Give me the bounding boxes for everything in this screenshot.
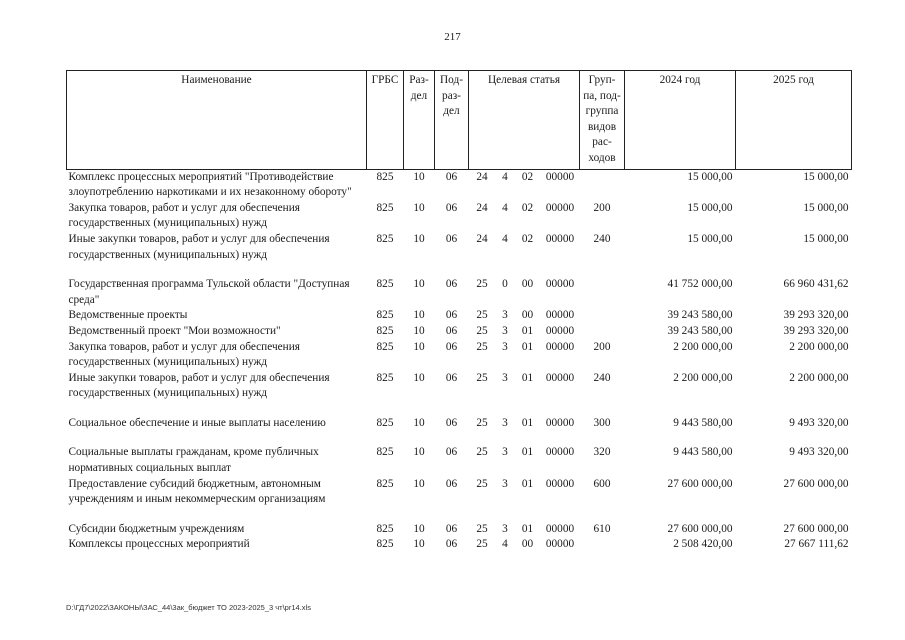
cell-t2: 3 bbox=[502, 371, 508, 384]
budget-table bbox=[66, 70, 852, 553]
cell-t2: 3 bbox=[502, 416, 508, 429]
cell-t1: 25 bbox=[476, 340, 488, 353]
cell-vr bbox=[580, 308, 625, 324]
cell-v2024: 27 600 000,00 bbox=[667, 522, 733, 535]
cell-t3: 01 bbox=[521, 522, 534, 535]
cell-v2024: 41 752 000,00 bbox=[667, 278, 733, 291]
cell-v2025: 15 000,00 bbox=[803, 170, 849, 183]
spacer-cell bbox=[67, 263, 852, 277]
budget-table-sheet bbox=[66, 70, 851, 553]
cell-v2025: 27 600 000,00 bbox=[783, 522, 849, 535]
cell-t3: 02 bbox=[521, 232, 534, 245]
cell-rz: 10 bbox=[413, 278, 425, 291]
cell-t3: 02 bbox=[521, 170, 534, 183]
cell-t1: 24 bbox=[476, 170, 488, 183]
cell-grbs: 825 bbox=[376, 371, 394, 384]
cell-rz: 10 bbox=[413, 309, 425, 322]
cell-rz: 10 bbox=[413, 416, 425, 429]
cell-rz: 10 bbox=[413, 477, 425, 490]
cell-name: Предоставление субсидий бюджетным, автономным учреждениям и иным некоммерческим организациям bbox=[68, 477, 326, 506]
cell-grbs: 825 bbox=[376, 340, 394, 353]
cell-t3: 00 bbox=[521, 309, 534, 322]
cell-v2024: 2 200 000,00 bbox=[673, 340, 733, 353]
table-row bbox=[67, 477, 852, 508]
cell-name: Иные закупки товаров, работ и услуг для обеспечения государственных (муниципальных) нужд bbox=[68, 371, 330, 400]
cell-grbs: 825 bbox=[376, 324, 394, 337]
cell-t4: 00000 bbox=[545, 309, 575, 322]
cell-v2025: 2 200 000,00 bbox=[789, 371, 849, 384]
cell-v2024: 9 443 580,00 bbox=[673, 446, 733, 459]
cell-v2024: 39 243 580,00 bbox=[667, 324, 733, 337]
cell-t1: 25 bbox=[476, 477, 488, 490]
spacer-cell bbox=[67, 402, 852, 416]
table-row bbox=[67, 522, 852, 538]
header-podrazdel: Под- раз- дел bbox=[435, 71, 469, 170]
table-row bbox=[67, 277, 852, 308]
cell-vr: 320 bbox=[593, 446, 611, 459]
cell-v2024: 2 200 000,00 bbox=[673, 371, 733, 384]
cell-t3: 01 bbox=[521, 416, 534, 429]
cell-t4: 00000 bbox=[545, 324, 575, 337]
cell-t1: 25 bbox=[476, 324, 488, 337]
cell-t2: 3 bbox=[502, 446, 508, 459]
cell-name: Ведомственные проекты bbox=[68, 309, 188, 322]
cell-rz: 10 bbox=[413, 371, 425, 384]
cell-v2025: 66 960 431,62 bbox=[783, 278, 849, 291]
table-row bbox=[67, 371, 852, 402]
table-row bbox=[67, 445, 852, 476]
cell-pr: 06 bbox=[445, 170, 458, 183]
cell-t4: 00000 bbox=[545, 446, 575, 459]
cell-v2025: 15 000,00 bbox=[803, 232, 849, 245]
table-row bbox=[67, 537, 852, 553]
spacer-cell bbox=[67, 431, 852, 445]
cell-pr: 06 bbox=[445, 309, 458, 322]
table-row bbox=[67, 308, 852, 324]
cell-vr: 200 bbox=[593, 340, 611, 353]
cell-vr: 600 bbox=[593, 477, 611, 490]
table-row bbox=[67, 416, 852, 432]
cell-t2: 0 bbox=[502, 278, 508, 291]
header-razdel: Раз- дел bbox=[404, 71, 435, 170]
cell-vr bbox=[580, 169, 625, 201]
row-spacer bbox=[67, 431, 852, 445]
header-target: Целевая статья bbox=[469, 71, 580, 170]
cell-t4: 00000 bbox=[545, 416, 575, 429]
cell-v2025: 27 667 111,62 bbox=[784, 538, 849, 551]
cell-name: Закупка товаров, работ и услуг для обеспечения государственных (муниципальных) нужд bbox=[68, 340, 300, 369]
cell-vr bbox=[580, 537, 625, 553]
cell-pr: 06 bbox=[445, 416, 458, 429]
cell-pr: 06 bbox=[445, 446, 458, 459]
cell-v2024: 27 600 000,00 bbox=[667, 477, 733, 490]
cell-rz: 10 bbox=[413, 201, 425, 214]
cell-t1: 25 bbox=[476, 522, 488, 535]
cell-grbs: 825 bbox=[376, 278, 394, 291]
cell-t2: 4 bbox=[502, 232, 508, 245]
header-2024: 2024 год bbox=[625, 71, 736, 170]
cell-pr: 06 bbox=[445, 538, 458, 551]
cell-vr: 240 bbox=[593, 371, 611, 384]
cell-t4: 00000 bbox=[545, 170, 575, 183]
cell-v2024: 39 243 580,00 bbox=[667, 309, 733, 322]
table-body bbox=[67, 169, 852, 553]
cell-grbs: 825 bbox=[376, 522, 394, 535]
footer-file-path: D:\ГД7\2022\ЗАКОНЫ\ЗАС_44\3ак_бюджет ТО 2023-2025_3 чт\pr14.xls bbox=[66, 603, 311, 612]
cell-t2: 3 bbox=[502, 477, 508, 490]
cell-v2025: 9 493 320,00 bbox=[789, 446, 849, 459]
header-2025: 2025 год bbox=[736, 71, 852, 170]
cell-rz: 10 bbox=[413, 522, 425, 535]
cell-v2025: 27 600 000,00 bbox=[783, 477, 849, 490]
row-spacer bbox=[67, 263, 852, 277]
cell-t4: 00000 bbox=[545, 340, 575, 353]
cell-grbs: 825 bbox=[376, 477, 394, 490]
cell-pr: 06 bbox=[445, 477, 458, 490]
cell-t4: 00000 bbox=[545, 477, 575, 490]
cell-v2024: 15 000,00 bbox=[687, 232, 733, 245]
cell-vr bbox=[580, 324, 625, 340]
cell-name: Комплексы процессных мероприятий bbox=[68, 538, 250, 551]
header-group: Груп- па, под- группа видов рас- ходов bbox=[580, 71, 625, 170]
cell-vr: 300 bbox=[593, 416, 611, 429]
table-row bbox=[67, 232, 852, 263]
cell-t1: 25 bbox=[476, 371, 488, 384]
cell-v2025: 39 293 320,00 bbox=[783, 324, 849, 337]
spacer-cell bbox=[67, 508, 852, 522]
cell-pr: 06 bbox=[445, 522, 458, 535]
cell-vr: 240 bbox=[593, 232, 611, 245]
cell-t3: 01 bbox=[521, 324, 534, 337]
cell-t2: 4 bbox=[502, 170, 508, 183]
cell-pr: 06 bbox=[445, 278, 458, 291]
cell-pr: 06 bbox=[445, 232, 458, 245]
cell-v2024: 15 000,00 bbox=[687, 201, 733, 214]
cell-name: Иные закупки товаров, работ и услуг для обеспечения государственных (муниципальных) нужд bbox=[68, 232, 330, 261]
cell-rz: 10 bbox=[413, 340, 425, 353]
cell-name: Социальные выплаты гражданам, кроме публичных нормативных социальных выплат bbox=[68, 446, 319, 475]
page-number: 217 bbox=[444, 31, 461, 43]
cell-t4: 00000 bbox=[545, 232, 575, 245]
cell-grbs: 825 bbox=[376, 538, 394, 551]
cell-pr: 06 bbox=[445, 201, 458, 214]
cell-grbs: 825 bbox=[376, 232, 394, 245]
cell-t3: 01 bbox=[521, 371, 534, 384]
cell-grbs: 825 bbox=[376, 309, 394, 322]
cell-t2: 4 bbox=[502, 201, 508, 214]
cell-t1: 25 bbox=[476, 446, 488, 459]
row-spacer bbox=[67, 402, 852, 416]
cell-v2025: 15 000,00 bbox=[803, 201, 849, 214]
cell-t1: 25 bbox=[476, 309, 488, 322]
cell-t2: 3 bbox=[502, 522, 508, 535]
cell-vr bbox=[580, 277, 625, 308]
cell-t3: 01 bbox=[521, 477, 534, 490]
cell-t2: 3 bbox=[502, 309, 508, 322]
cell-t1: 25 bbox=[476, 416, 488, 429]
cell-name: Социальное обеспечение и иные выплаты населению bbox=[68, 416, 326, 429]
cell-rz: 10 bbox=[413, 232, 425, 245]
cell-t2: 3 bbox=[502, 340, 508, 353]
cell-name: Государственная программа Тульской области "Доступная среда" bbox=[68, 278, 350, 306]
cell-t3: 02 bbox=[521, 201, 534, 214]
cell-t4: 00000 bbox=[545, 538, 575, 551]
cell-name: Субсидии бюджетным учреждениям bbox=[68, 522, 245, 535]
cell-t3: 01 bbox=[521, 446, 534, 459]
cell-pr: 06 bbox=[445, 340, 458, 353]
table-row bbox=[67, 169, 852, 201]
cell-t4: 00000 bbox=[545, 278, 575, 291]
cell-t3: 00 bbox=[521, 538, 534, 551]
row-spacer bbox=[67, 508, 852, 522]
cell-v2025: 9 493 320,00 bbox=[789, 416, 849, 429]
cell-vr: 200 bbox=[593, 201, 611, 214]
cell-v2025: 39 293 320,00 bbox=[783, 309, 849, 322]
cell-t1: 24 bbox=[476, 201, 488, 214]
header-name: Наименование bbox=[67, 71, 367, 170]
cell-t2: 4 bbox=[502, 538, 508, 551]
cell-t2: 3 bbox=[502, 324, 508, 337]
cell-grbs: 825 bbox=[376, 446, 394, 459]
cell-t4: 00000 bbox=[545, 201, 575, 214]
cell-v2024: 15 000,00 bbox=[687, 170, 733, 183]
cell-v2024: 9 443 580,00 bbox=[673, 416, 733, 429]
cell-t4: 00000 bbox=[545, 522, 575, 535]
cell-rz: 10 bbox=[413, 538, 425, 551]
cell-t1: 24 bbox=[476, 232, 488, 245]
cell-pr: 06 bbox=[445, 324, 458, 337]
cell-rz: 10 bbox=[413, 170, 425, 183]
cell-name: Ведомственный проект "Мои возможности" bbox=[68, 324, 281, 337]
cell-t3: 01 bbox=[521, 340, 534, 353]
table-header bbox=[67, 71, 852, 170]
cell-grbs: 825 bbox=[376, 416, 394, 429]
cell-name: Комплекс процессных мероприятий "Противодействие злоупотреблению наркотиками и их незаконному обороту" bbox=[68, 170, 352, 199]
cell-vr: 610 bbox=[593, 522, 611, 535]
cell-t1: 25 bbox=[476, 538, 488, 551]
cell-t3: 00 bbox=[521, 278, 534, 291]
cell-name: Закупка товаров, работ и услуг для обеспечения государственных (муниципальных) нужд bbox=[68, 201, 300, 230]
cell-rz: 10 bbox=[413, 324, 425, 337]
table-row bbox=[67, 201, 852, 232]
table-row bbox=[67, 340, 852, 371]
cell-pr: 06 bbox=[445, 371, 458, 384]
cell-rz: 10 bbox=[413, 446, 425, 459]
cell-t4: 00000 bbox=[545, 371, 575, 384]
cell-grbs: 825 bbox=[376, 170, 394, 183]
cell-v2024: 2 508 420,00 bbox=[673, 538, 733, 551]
cell-t1: 25 bbox=[476, 278, 488, 291]
cell-v2025: 2 200 000,00 bbox=[789, 340, 849, 353]
table-row bbox=[67, 324, 852, 340]
cell-grbs: 825 bbox=[376, 201, 394, 214]
header-grbs: ГРБС bbox=[367, 71, 404, 170]
